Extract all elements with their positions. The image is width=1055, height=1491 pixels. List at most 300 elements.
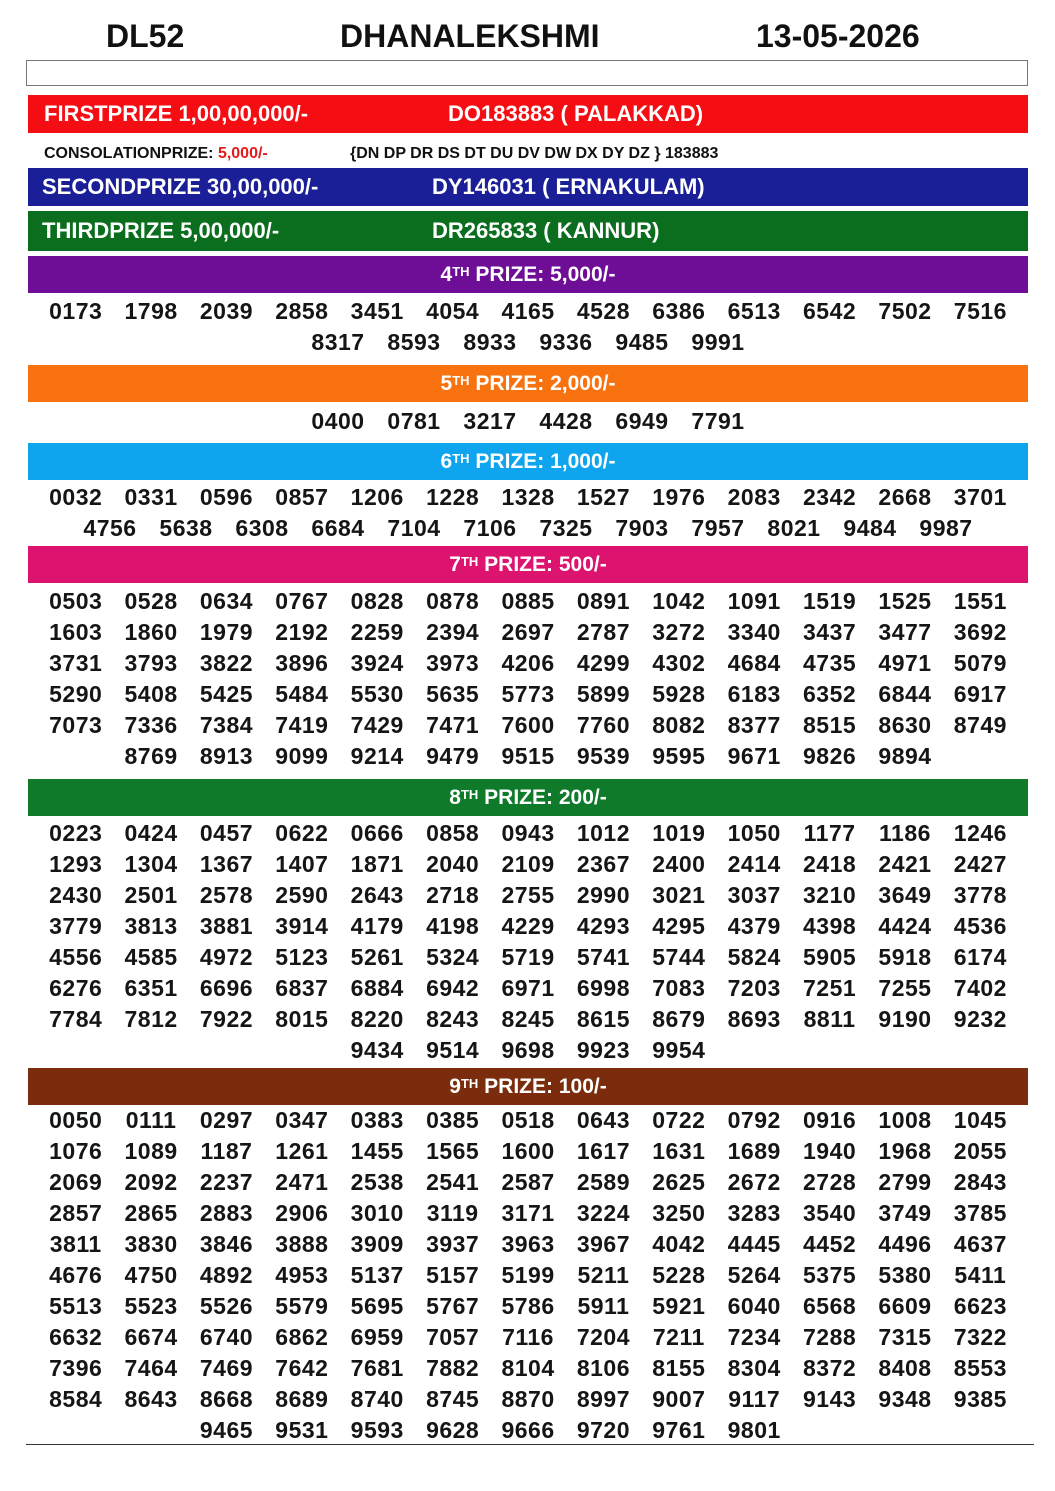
winning-number: 1367 [199, 851, 254, 877]
winning-number: 5324 [426, 944, 480, 970]
winning-number: 3793 [124, 650, 178, 676]
winning-number: 0767 [275, 588, 329, 614]
winning-number: 4972 [199, 944, 254, 970]
winning-number: 1565 [426, 1138, 480, 1164]
winning-number: 9007 [652, 1386, 706, 1412]
winning-number: 2039 [199, 298, 254, 324]
winning-number [38, 741, 113, 772]
winning-number: 6183 [727, 681, 781, 707]
prize-band-7 [28, 546, 1028, 583]
winning-number: 6632 [49, 1324, 103, 1350]
winning-number [717, 1035, 792, 1066]
winning-number: 9987 [919, 515, 973, 541]
winning-number: 2883 [199, 1200, 254, 1226]
winning-number: 6351 [124, 975, 178, 1001]
winning-number: 9485 [615, 329, 669, 355]
winning-number: 7104 [387, 515, 441, 541]
number-row [38, 911, 1018, 942]
number-row [38, 818, 1018, 849]
winning-number: 2055 [953, 1138, 1007, 1164]
number-row [38, 513, 1018, 544]
number-row [38, 482, 1018, 513]
winning-number: 7469 [199, 1355, 254, 1381]
winning-number [113, 1415, 188, 1446]
winning-number [943, 1035, 1018, 1066]
winning-number: 4676 [49, 1262, 103, 1288]
number-row [38, 1291, 1018, 1322]
winning-number: 3779 [49, 913, 103, 939]
winning-number: 9593 [350, 1417, 404, 1443]
winning-number: 8668 [199, 1386, 254, 1412]
draw-code: DL52 [106, 18, 185, 54]
winning-number: 4293 [576, 913, 631, 939]
winning-number: 9761 [652, 1417, 706, 1443]
winning-number [38, 1035, 113, 1066]
winning-number: 0943 [501, 820, 555, 846]
number-row [38, 648, 1018, 679]
winning-number [38, 1415, 113, 1446]
winning-number: 3250 [652, 1200, 706, 1226]
winning-number: 8593 [387, 329, 441, 355]
winning-number: 9595 [652, 743, 706, 769]
winning-number: 8515 [803, 712, 857, 738]
winning-number: 0457 [199, 820, 254, 846]
winning-number: 8104 [501, 1355, 555, 1381]
winning-number: 9465 [199, 1417, 254, 1443]
winning-number: 4536 [953, 913, 1007, 939]
winning-number: 0383 [350, 1107, 404, 1133]
bottom-divider [26, 1444, 1034, 1445]
winning-number: 9385 [953, 1386, 1007, 1412]
winning-number: 1871 [350, 851, 404, 877]
winning-number: 1976 [652, 484, 706, 510]
winning-number: 7057 [426, 1324, 480, 1350]
winning-number: 1304 [124, 851, 178, 877]
winning-number [867, 1035, 942, 1066]
winning-number: 3937 [426, 1231, 480, 1257]
prize-numbers-4 [38, 296, 1018, 358]
consolation-amount: 5,000/- [217, 145, 268, 162]
number-row [38, 406, 1018, 437]
winning-number: 9531 [275, 1417, 329, 1443]
winning-number: 0223 [49, 820, 103, 846]
winning-number: 8997 [576, 1386, 631, 1412]
winning-number: 6623 [953, 1293, 1007, 1319]
number-row [38, 296, 1018, 327]
winning-number: 1617 [576, 1138, 631, 1164]
winning-number: 0518 [501, 1107, 555, 1133]
winning-number [867, 1415, 942, 1446]
winning-number: 2069 [49, 1169, 103, 1195]
winning-number: 6998 [576, 975, 631, 1001]
winning-number: 2643 [350, 882, 404, 908]
winning-number: 6844 [878, 681, 932, 707]
winning-number: 8377 [727, 712, 781, 738]
winning-number: 6942 [426, 975, 480, 1001]
winning-number: 1293 [49, 851, 103, 877]
winning-number: 4165 [501, 298, 555, 324]
number-row [38, 617, 1018, 648]
winning-number: 4496 [878, 1231, 932, 1257]
winning-number: 1798 [124, 298, 178, 324]
winning-number: 2865 [124, 1200, 178, 1226]
winning-number: 7812 [124, 1006, 178, 1032]
winning-number: 8082 [652, 712, 706, 738]
winning-number: 5261 [350, 944, 404, 970]
winning-number: 2259 [350, 619, 404, 645]
first-prize-winner: DO183883 ( PALAKKAD) [448, 101, 704, 126]
winning-number: 3283 [727, 1200, 781, 1226]
winning-number: 2427 [953, 851, 1007, 877]
winning-number: 3963 [501, 1231, 555, 1257]
winning-number: 7600 [501, 712, 555, 738]
winning-number: 3649 [878, 882, 932, 908]
prize-title-4: 4TH PRIZE: 5,000/- [440, 263, 616, 286]
winning-number: 8553 [953, 1355, 1007, 1381]
winning-number: 4424 [878, 913, 932, 939]
prize-band-5 [28, 365, 1028, 402]
winning-number: 7336 [124, 712, 178, 738]
winning-number: 1206 [350, 484, 404, 510]
winning-number: 8021 [767, 515, 821, 541]
winning-number: 6949 [615, 408, 669, 434]
winning-number: 0666 [350, 820, 404, 846]
prize-numbers-5 [38, 406, 1018, 437]
prize-band-6 [28, 443, 1028, 480]
number-row [38, 1384, 1018, 1415]
winning-number: 7502 [878, 298, 932, 324]
winning-number: 9991 [691, 329, 745, 355]
winning-number: 1940 [803, 1138, 857, 1164]
number-row [38, 942, 1018, 973]
winning-number: 8740 [350, 1386, 404, 1412]
prize-band-8 [28, 779, 1028, 816]
winning-number: 4299 [576, 650, 631, 676]
winning-number: 5123 [275, 944, 329, 970]
winning-number: 8304 [727, 1355, 781, 1381]
winning-number: 1600 [501, 1138, 555, 1164]
winning-number: 3924 [350, 650, 404, 676]
winning-number: 8643 [124, 1386, 178, 1412]
winning-number: 5157 [426, 1262, 480, 1288]
winning-number: 7471 [426, 712, 480, 738]
winning-number: 2501 [124, 882, 178, 908]
winning-number: 5638 [159, 515, 213, 541]
winning-number: 0297 [199, 1107, 254, 1133]
winning-number: 0722 [652, 1107, 706, 1133]
winning-number: 2589 [576, 1169, 631, 1195]
winning-number: 4179 [350, 913, 404, 939]
winning-number: 3037 [727, 882, 781, 908]
winning-number: 9143 [803, 1386, 857, 1412]
winning-number: 1177 [803, 820, 856, 846]
winning-number: 3217 [463, 408, 517, 434]
winning-number: 5264 [727, 1262, 781, 1288]
winning-number: 1527 [576, 484, 631, 510]
first-prize-band [28, 95, 1028, 133]
winning-number: 3224 [576, 1200, 631, 1226]
winning-number: 7396 [49, 1355, 103, 1381]
winning-number [943, 1415, 1018, 1446]
winning-number: 3477 [878, 619, 932, 645]
winning-number: 3749 [878, 1200, 932, 1226]
number-row [38, 327, 1018, 358]
winning-number: 7204 [576, 1324, 631, 1350]
winning-number: 0781 [387, 408, 441, 434]
winning-number [792, 1035, 867, 1066]
winning-number: 4528 [576, 298, 631, 324]
winning-number: 5513 [49, 1293, 103, 1319]
winning-number: 1551 [953, 588, 1007, 614]
winning-number: 0111 [125, 1107, 177, 1133]
winning-number: 2192 [275, 619, 329, 645]
winning-number: 8693 [727, 1006, 781, 1032]
winning-number: 7315 [878, 1324, 932, 1350]
winning-number: 8689 [275, 1386, 329, 1412]
third-prize-winner: DR265833 ( KANNUR) [432, 218, 660, 243]
winning-number: 5928 [652, 681, 706, 707]
winning-number [792, 1415, 867, 1446]
winning-number: 0347 [275, 1107, 329, 1133]
winning-number: 5425 [199, 681, 254, 707]
winning-number: 8679 [652, 1006, 706, 1032]
winning-number: 6917 [953, 681, 1007, 707]
winning-number: 5523 [124, 1293, 178, 1319]
winning-number: 0400 [311, 408, 365, 434]
winning-number: 1089 [124, 1138, 178, 1164]
winning-number: 5408 [124, 681, 178, 707]
winning-number: 4295 [652, 913, 706, 939]
number-row [38, 1105, 1018, 1136]
winning-number: 3210 [803, 882, 857, 908]
winning-number: 3830 [124, 1231, 178, 1257]
number-row [38, 1167, 1018, 1198]
winning-number: 7464 [124, 1355, 178, 1381]
winning-number: 4229 [501, 913, 555, 939]
winning-number: 8220 [350, 1006, 404, 1032]
winning-number: 0891 [576, 588, 631, 614]
winning-number: 3021 [652, 882, 706, 908]
winning-number: 1045 [953, 1107, 1007, 1133]
consolation-series: {DN DP DR DS DT DU DV DW DX DY DZ } 183883 [350, 145, 719, 162]
winning-number: 7083 [652, 975, 706, 1001]
winning-number: 2400 [652, 851, 706, 877]
winning-number: 4637 [953, 1231, 1007, 1257]
winning-number: 6884 [350, 975, 404, 1001]
winning-number: 2672 [727, 1169, 781, 1195]
winning-number: 6308 [235, 515, 289, 541]
winning-number: 2799 [878, 1169, 932, 1195]
winning-number: 2109 [501, 851, 555, 877]
winning-number: 3888 [275, 1231, 329, 1257]
winning-number: 4042 [652, 1231, 706, 1257]
prize-numbers-6 [38, 482, 1018, 544]
winning-number: 0622 [275, 820, 329, 846]
winning-number: 7402 [953, 975, 1007, 1001]
winning-number: 0050 [49, 1107, 103, 1133]
winning-number: 6040 [727, 1293, 781, 1319]
winning-number: 1519 [803, 588, 857, 614]
number-row [38, 1322, 1018, 1353]
winning-number: 8317 [311, 329, 365, 355]
winning-number [113, 1035, 188, 1066]
winning-number: 7922 [199, 1006, 254, 1032]
winning-number: 2430 [49, 882, 103, 908]
winning-number: 7288 [803, 1324, 857, 1350]
winning-number: 5211 [577, 1262, 630, 1288]
third-prize-band [28, 211, 1028, 251]
winning-number: 4198 [426, 913, 480, 939]
winning-number: 7325 [539, 515, 593, 541]
winning-number: 3811 [49, 1231, 102, 1257]
prize-numbers-9 [38, 1105, 1018, 1446]
number-row [38, 849, 1018, 880]
winning-number: 6513 [727, 298, 781, 324]
winning-number: 0032 [49, 484, 103, 510]
winning-number: 5695 [350, 1293, 404, 1319]
winning-number: 0596 [199, 484, 254, 510]
winning-number: 1328 [501, 484, 555, 510]
winning-number: 1228 [426, 484, 480, 510]
winning-number: 3340 [727, 619, 781, 645]
winning-number: 5918 [878, 944, 932, 970]
winning-number: 5786 [501, 1293, 555, 1319]
winning-number: 2587 [501, 1169, 555, 1195]
winning-number: 4953 [275, 1262, 329, 1288]
winning-number: 2728 [803, 1169, 857, 1195]
winning-number: 8245 [501, 1006, 555, 1032]
winning-number: 2906 [275, 1200, 329, 1226]
winning-number: 3822 [199, 650, 254, 676]
winning-number: 1455 [350, 1138, 404, 1164]
winning-number: 1261 [275, 1138, 329, 1164]
winning-number: 9923 [576, 1037, 631, 1063]
winning-number: 2590 [275, 882, 329, 908]
winning-number: 3731 [49, 650, 103, 676]
winning-number: 5905 [803, 944, 857, 970]
winning-number: 3896 [275, 650, 329, 676]
winning-number: 2237 [199, 1169, 254, 1195]
winning-number: 9214 [350, 743, 404, 769]
winning-number: 7957 [691, 515, 745, 541]
winning-number: 3437 [803, 619, 857, 645]
winning-number: 3914 [275, 913, 329, 939]
winning-number: 7642 [275, 1355, 329, 1381]
winning-number: 7791 [691, 408, 745, 434]
number-row [38, 1415, 1018, 1446]
winning-number: 6959 [350, 1324, 404, 1350]
second-prize-label: SECONDPRIZE 30,00,000/- [42, 174, 319, 199]
winning-number: 7203 [727, 975, 781, 1001]
winning-number: 4302 [652, 650, 706, 676]
winning-number: 5744 [652, 944, 706, 970]
winning-number: 8769 [124, 743, 178, 769]
winning-number: 4971 [878, 650, 932, 676]
winning-number: 5290 [49, 681, 103, 707]
number-row [38, 880, 1018, 911]
winning-number: 8630 [878, 712, 932, 738]
winning-number: 0424 [124, 820, 178, 846]
winning-number: 5899 [576, 681, 631, 707]
winning-number: 5635 [426, 681, 480, 707]
winning-number: 1246 [953, 820, 1007, 846]
winning-number: 7681 [350, 1355, 404, 1381]
winning-number: 3119 [426, 1200, 479, 1226]
winning-number: 2394 [426, 619, 480, 645]
winning-number: 2083 [727, 484, 781, 510]
winning-number: 0643 [576, 1107, 631, 1133]
number-row [38, 1198, 1018, 1229]
winning-number: 2040 [426, 851, 480, 877]
winning-number: 8584 [49, 1386, 103, 1412]
winning-number: 1076 [49, 1138, 103, 1164]
winning-number: 4452 [803, 1231, 857, 1257]
winning-number: 7322 [953, 1324, 1007, 1350]
header-box [26, 60, 1028, 86]
winning-number: 9826 [803, 743, 857, 769]
number-row [38, 1260, 1018, 1291]
winning-number: 7384 [199, 712, 254, 738]
winning-number: 7116 [502, 1324, 554, 1350]
winning-number: 9671 [727, 743, 781, 769]
winning-number: 5228 [652, 1262, 706, 1288]
number-row [38, 1136, 1018, 1167]
winning-number: 6740 [199, 1324, 254, 1350]
prize-numbers-7 [38, 586, 1018, 772]
winning-number: 3909 [350, 1231, 404, 1257]
lottery-name: DHANALEKSHMI [340, 18, 600, 54]
winning-number: 0385 [426, 1107, 480, 1133]
winning-number: 5911 [577, 1293, 630, 1319]
winning-number: 0916 [803, 1107, 857, 1133]
winning-number: 1979 [199, 619, 254, 645]
winning-number: 0878 [426, 588, 480, 614]
winning-number: 3272 [652, 619, 706, 645]
consolation-prize [44, 144, 719, 164]
winning-number: 0885 [501, 588, 555, 614]
winning-number: 2538 [350, 1169, 404, 1195]
prize-band-9 [28, 1068, 1028, 1105]
winning-number: 4379 [727, 913, 781, 939]
winning-number: 4684 [727, 650, 781, 676]
winning-number: 9628 [426, 1417, 480, 1443]
number-row [38, 586, 1018, 617]
winning-number: 2367 [576, 851, 631, 877]
winning-number: 8933 [463, 329, 517, 355]
winning-number: 5773 [501, 681, 555, 707]
winning-number: 3451 [350, 298, 404, 324]
winning-number: 7903 [615, 515, 669, 541]
winning-number: 5380 [878, 1262, 932, 1288]
winning-number: 0634 [199, 588, 254, 614]
winning-number: 1091 [727, 588, 781, 614]
winning-number: 3701 [953, 484, 1007, 510]
winning-number: 5484 [275, 681, 329, 707]
winning-number: 4756 [83, 515, 137, 541]
winning-number: 4206 [501, 650, 555, 676]
winning-number: 0503 [49, 588, 103, 614]
winning-number: 1968 [878, 1138, 932, 1164]
winning-number: 8749 [953, 712, 1007, 738]
winning-number: 6696 [199, 975, 254, 1001]
winning-number: 0828 [350, 588, 404, 614]
winning-number: 0792 [727, 1107, 781, 1133]
winning-number: 9099 [275, 743, 329, 769]
prize-title-9: 9TH PRIZE: 100/- [449, 1075, 607, 1098]
consolation-label: CONSOLATIONPRIZE: [44, 145, 214, 162]
winning-number: 7255 [878, 975, 932, 1001]
winning-number: 5530 [350, 681, 404, 707]
